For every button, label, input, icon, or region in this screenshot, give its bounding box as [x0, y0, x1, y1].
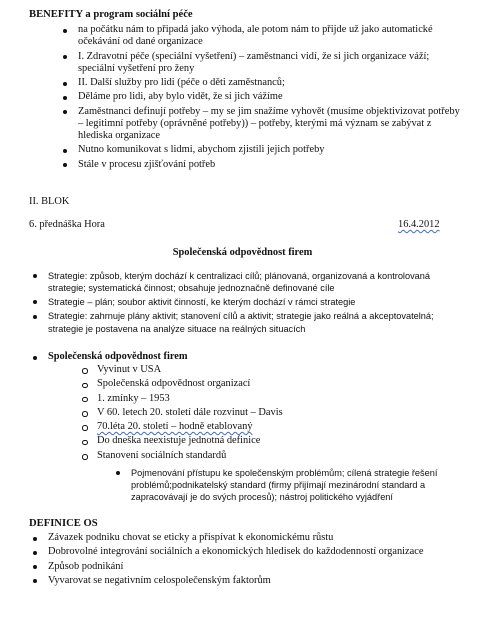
circle-bullet-icon [82, 440, 88, 446]
bullet-icon [33, 300, 37, 304]
lecture-date: 16.4.2012 [398, 219, 440, 230]
circle-bullet-icon [82, 454, 88, 460]
list-item: Nutno komunikovat s lidmi, abychom zjistili jejich potřeby [60, 144, 460, 156]
bullet-icon [63, 163, 67, 167]
circle-bullet-icon [82, 397, 88, 403]
list-item: 70.léta 20. století – hodně etablovaný [79, 421, 439, 434]
bullet-icon [63, 55, 67, 59]
list-item: Vyvinut v USA [79, 364, 439, 377]
bullet-icon [63, 96, 67, 100]
list-item: Společenská odpovědnost organizací [79, 378, 439, 391]
bullet-icon [63, 110, 67, 114]
definice-heading: DEFINICE OS [29, 518, 98, 529]
list-item: Děláme pro lidi, aby bylo vidět, že si jich vážíme [60, 91, 460, 103]
circle-bullet-icon [82, 383, 88, 389]
strategy-list [30, 270, 450, 337]
list-item: Způsob podnikání [30, 561, 450, 573]
list-item: 1. zmínky – 1953 [79, 393, 439, 406]
list-item: Dobrovolné integrování sociálních a ekonomických hledisek do každodenností organizace [30, 546, 450, 558]
list-item: Strategie – plán; soubor aktivit činností, ke kterým dochází v rámci strategie [30, 296, 450, 308]
bullet-icon [33, 537, 37, 541]
bullet-icon [63, 149, 67, 153]
lecture-label: 6. přednáška Hora [29, 219, 105, 230]
list-item: na počátku nám to připadá jako výhoda, ale potom nám to přijde už jako automatické očekávání od dané organizace [60, 24, 460, 49]
bullet-icon [116, 471, 120, 475]
bullet-icon [63, 29, 67, 33]
spolecenska-sublist [79, 364, 439, 464]
list-item: V 60. letech 20. století dále rozvinut – Davis [79, 407, 439, 420]
list-item: Závazek podniku chovat se eticky a přispívat k ekonomickému růstu [30, 532, 450, 544]
bullet-icon [33, 315, 37, 319]
benefity-list [60, 24, 460, 173]
list-item: II. Další služby pro lidi (péče o děti zaměstnanců; [60, 77, 460, 89]
list-item: Strategie: způsob, kterým dochází k centralizaci cílů; plánovaná, organizovaná a kontrolovaná strategie; systematická činnost; obsahuje jednoznačně definované cíle [30, 270, 450, 294]
bullet-icon [33, 579, 37, 583]
bullet-icon [33, 565, 37, 569]
list-item: Vyvarovat se negativním celospolečenským faktorům [30, 575, 450, 587]
list-item: I. Zdravotní péče (speciální vyšetření) – zaměstnanci vidí, že si jich organizace váží; speciální vyšetření pro ženy [60, 51, 460, 76]
list-item: Zaměstnanci definují potřeby – my se jim snažíme vyhovět (musíme objektivizovat potřeby – legitimní potřeby (oprávněné potřeby)) – potřeby, kterými má význam se zabývat z hlediska organizace [60, 106, 460, 143]
bullet-icon [63, 82, 67, 86]
blok-label: II. BLOK [29, 196, 70, 207]
list-item: Stanovení sociálních standardů [79, 450, 439, 463]
circle-bullet-icon [82, 425, 88, 431]
definice-list [30, 532, 450, 589]
section-title: Společenská odpovědnost firem [172, 247, 313, 258]
benefity-heading: BENEFITY a program sociální péče [29, 9, 193, 20]
list-item: Stále v procesu zjišťování potřeb [60, 159, 460, 171]
list-item: Společenská odpovědnost firem [30, 351, 450, 363]
list-item: Strategie: zahrnuje plány aktivit; stanovení cílů a aktivit; strategie jako reálná a akceptovatelná; strategie je postavena na analýze situace na reálných situacích [30, 310, 450, 334]
circle-bullet-icon [82, 411, 88, 417]
nested-list [113, 467, 448, 505]
bullet-icon [33, 551, 37, 555]
bullet-icon [33, 356, 37, 360]
list-item: Do dneška neexistuje jednotná definice [79, 435, 439, 448]
circle-bullet-icon [82, 368, 88, 374]
bullet-icon [33, 274, 37, 278]
list-item: Pojmenování přístupu ke společenským problémům; cílená strategie řešení problémů;podnikatelský standard (firmy přijímají mezinárodní standard a zapracovávají je do svých procesů); nástroj politického vyjádření [113, 467, 448, 503]
